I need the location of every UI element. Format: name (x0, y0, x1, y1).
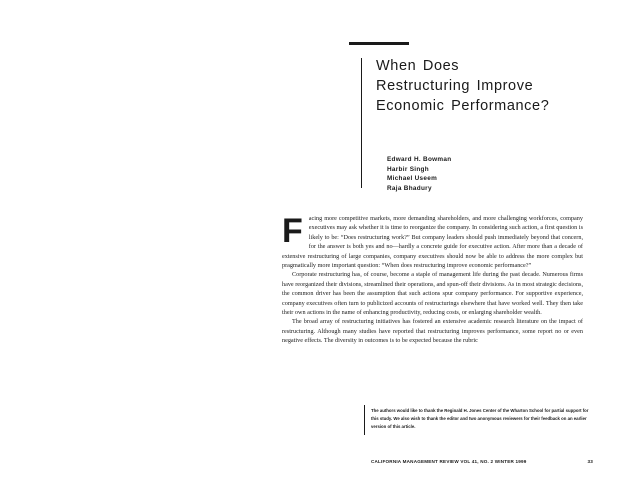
footnote-rule (364, 405, 365, 435)
drop-cap: F (282, 212, 303, 250)
title-line: Economic Performance? (376, 98, 550, 114)
author-list (387, 155, 451, 193)
page-footer (371, 459, 593, 464)
title-line: When Does (376, 58, 460, 74)
title-side-rule (361, 58, 362, 188)
author-name: Harbir Singh (387, 165, 429, 173)
journal-info: CALIFORNIA MANAGEMENT REVIEW VOL 41, NO. 2 WINTER 1999 (371, 459, 527, 464)
body-paragraph: Corporate restructuring has, of course, become a staple of management life during the past decade. Numerous firms have reorganized their divisions, streamlined their operations, and spun-off their divisions. As in most strategic decisions, the common driver has been the assumption that such actions spur company performance. For supportive experience, company executives often turn to publicized accounts of restructurings elsewhere that have worked well. They then take their own actions in the name of enhancing productivity, reducing costs, or enlarging shareholder wealth. (282, 271, 583, 317)
title-line: Restructuring Improve (376, 78, 534, 94)
acknowledgment-footnote: The authors would like to thank the Reginald H. Jones Center of the Wharton School for partial support for this study. We also wish to thank the editor and two anonymous reviewers for their feedback on an earlier version of this article. (371, 408, 589, 429)
page-number: 33 (587, 459, 593, 464)
top-rule (349, 42, 409, 45)
article-title (376, 56, 626, 116)
article-body (282, 214, 583, 346)
body-paragraph (282, 214, 583, 270)
body-paragraph: The broad array of restructuring initiatives has fostered an extensive academic research literature on the impact of restructuring. Although many studies have reported that restructuring improves performance, some report no or even negative effects. The diversity in outcomes is to be expected because the rubric (282, 318, 583, 345)
author-name: Edward H. Bowman (387, 156, 452, 163)
paragraph-text: acing more competitive markets, more demanding shareholders, and more challenging workforces, company executives may ask whether it is time to reorganize the company. In considering such action, a first question is likely to be: “Does restructuring work?” But company leaders should push immediately beyond that concern, for the answer is both yes and no—hardly a concrete guide for executive action. After more than a decade of extensive restructuring of large companies, company executives should now be able to address the more complex but pragmatically more important question: “When does restructuring improve economic performance?” (282, 215, 583, 270)
author-name: Michael Useem (387, 175, 438, 182)
author-name: Raja Bhadury (387, 184, 432, 192)
